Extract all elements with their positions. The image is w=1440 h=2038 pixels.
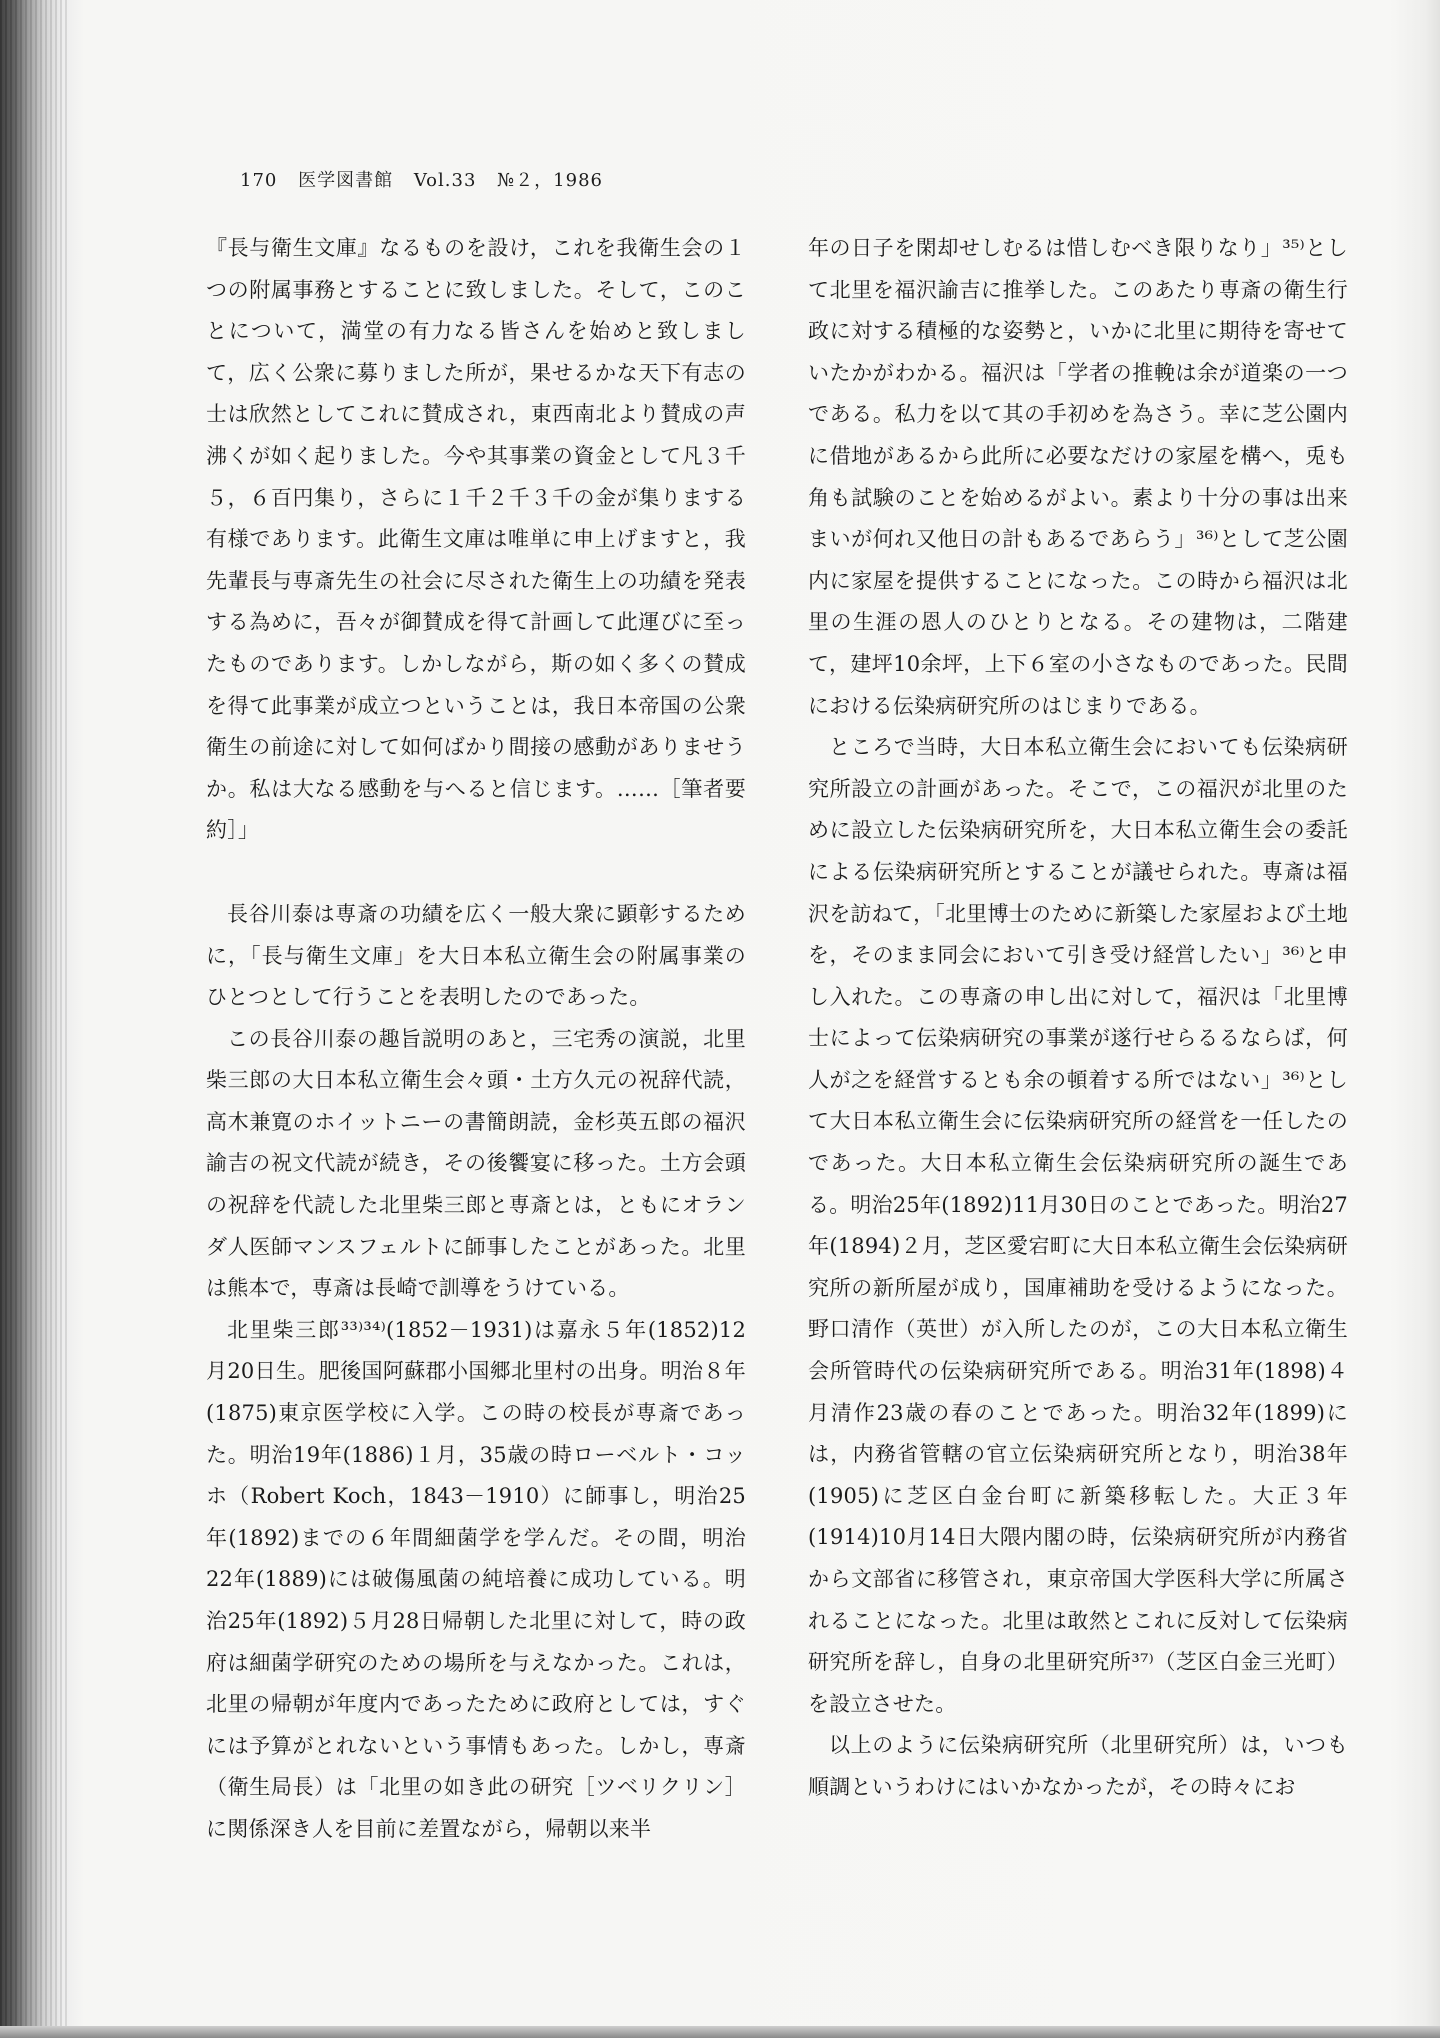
issue: №２，1986 [497,170,603,191]
paragraph: 『長与衛生文庫』なるものを設け，これを我衛生会の１つの附属事務とすることに致しました。そして，このことについて，満堂の有力なる皆さんを始めと致しまして，広く公衆に募りました所が，果せるかな天下有志の士は欣然としてこれに賛成され，東西南北より賛成の声沸くが如く起りました。今や其事業の資金として凡３千５，６百円集り，さらに１千２千３千の金が集りまする有様であります。此衛生文庫は唯単に申上げますと，我先輩長与専斎先生の社会に尽された衛生上の功績を発表する為めに，吾々が御賛成を得て計画して此運びに至ったものであります。しかしながら，斯の如く多くの賛成を得て此事業が成立つということは，我日本帝国の公衆衛生の前途に対して如何ばかり間接の感動がありませうか。私は大なる感動を与へると信じます。……［筆者要約］」 [206,236,746,843]
volume: Vol.33 [413,170,477,191]
paragraph: 長谷川泰は専斎の功績を広く一般大衆に顕彰するために，「長与衛生文庫」を大日本私立衛生会の附属事業のひとつとして行うことを表明したのであった。 [206,901,746,1010]
journal-title: 医学図書館 [298,170,394,191]
paragraph-gap [206,852,746,894]
paragraph: 北里柴三郎³³⁾³⁴⁾(1852－1931)は嘉永５年(1852)12月20日生。肥後国阿蘇郡小国郷北里村の出身。明治８年(1875)東京医学校に入学。この時の校長が専斎であった。明治19年(1886)１月，35歳の時ローベルト・コッホ（Robert Koch，1843－1910）に師事し，明治25年(1892)までの６年間細菌学を学んだ。その間，明治22年(1889)には破傷風菌の純培養に成功している。明治25年(1892)５月28日帰朝した北里に対して，時の政府は細菌学研究のための場所を与えなかった。これは，北里の帰朝が年度内であったために政府としては，すぐには予算がとれないという事情もあった。しかし，専斎（衛生局長）は「北里の如き此の研究［ツベリクリン］に関係深き人を目前に差置ながら，帰朝以来半 [206,1317,746,1841]
running-header [240,166,617,192]
paragraph: 年の日子を閑却せしむるは惜しむべき限りなり」³⁵⁾として北里を福沢諭吉に推挙した。このあたり専斎の衛生行政に対する積極的な姿勢と，いかに北里に期待を寄せていたかがわかる。福沢は「学者の推輓は余が道楽の一つである。私力を以て其の手初めを為さう。幸に芝公園内に借地があるから此所に必要なだけの家屋を構へ，兎も角も試験のことを始めるがよい。素より十分の事は出来まいが何れ又他日の計もあるであらう」³⁶⁾として芝公園内に家屋を提供することになった。この時から福沢は北里の生涯の恩人のひとりとなる。その建物は，二階建て，建坪10余坪，上下６室の小さなものであった。民間における伝染病研究所のはじまりである。 [808,236,1348,718]
paragraph: 以上のように伝染病研究所（北里研究所）は，いつも順調というわけにはいかなかったが，その時々にお [808,1733,1348,1799]
page-number: 170 [240,170,278,191]
scan-bottom-edge [0,2026,1440,2038]
left-column [206,228,746,1851]
paragraph: この長谷川泰の趣旨説明のあと，三宅秀の演説，北里柴三郎の大日本私立衛生会々頭・土方久元の祝辞代読，高木兼寛のホイットニーの書簡朗読，金杉英五郎の福沢諭吉の祝文代読が続き，その後饗宴に移った。土方会頭の祝辞を代読した北里柴三郎と専斎とは，ともにオランダ人医師マンスフェルトに師事したことがあった。北里は熊本で，専斎は長崎で訓導をうけている。 [206,1026,746,1301]
right-column [808,228,1348,1809]
binding-shadow [0,0,70,2038]
paragraph: ところで当時，大日本私立衛生会においても伝染病研究所設立の計画があった。そこで，この福沢が北里のために設立した伝染病研究所を，大日本私立衛生会の委託による伝染病研究所とすることが議せられた。専斎は福沢を訪ねて，「北里博士のために新築した家屋および土地を，そのまま同会において引き受け経営したい」³⁶⁾と申し入れた。この専斎の申し出に対して，福沢は「北里博士によって伝染病研究の事業が遂行せらるるならば，何人が之を経営するとも余の頓着する所ではない」³⁶⁾として大日本私立衛生会に伝染病研究所の経営を一任したのであった。大日本私立衛生会伝染病研究所の誕生である。明治25年(1892)11月30日のことであった。明治27年(1894)２月，芝区愛宕町に大日本私立衛生会伝染病研究所の新所屋が成り，国庫補助を受けるようになった。野口清作（英世）が入所したのが，この大日本私立衛生会所管時代の伝染病研究所である。明治31年(1898)４月清作23歳の春のことであった。明治32年(1899)には，内務省管轄の官立伝染病研究所となり，明治38年(1905)に芝区白金台町に新築移転した。大正３年(1914)10月14日大隈内閣の時，伝染病研究所が内務省から文部省に移管され，東京帝国大学医科大学に所属されることになった。北里は敢然とこれに反対して伝染病研究所を辞し，自身の北里研究所³⁷⁾（芝区白金三光町）を設立させた。 [808,735,1348,1716]
